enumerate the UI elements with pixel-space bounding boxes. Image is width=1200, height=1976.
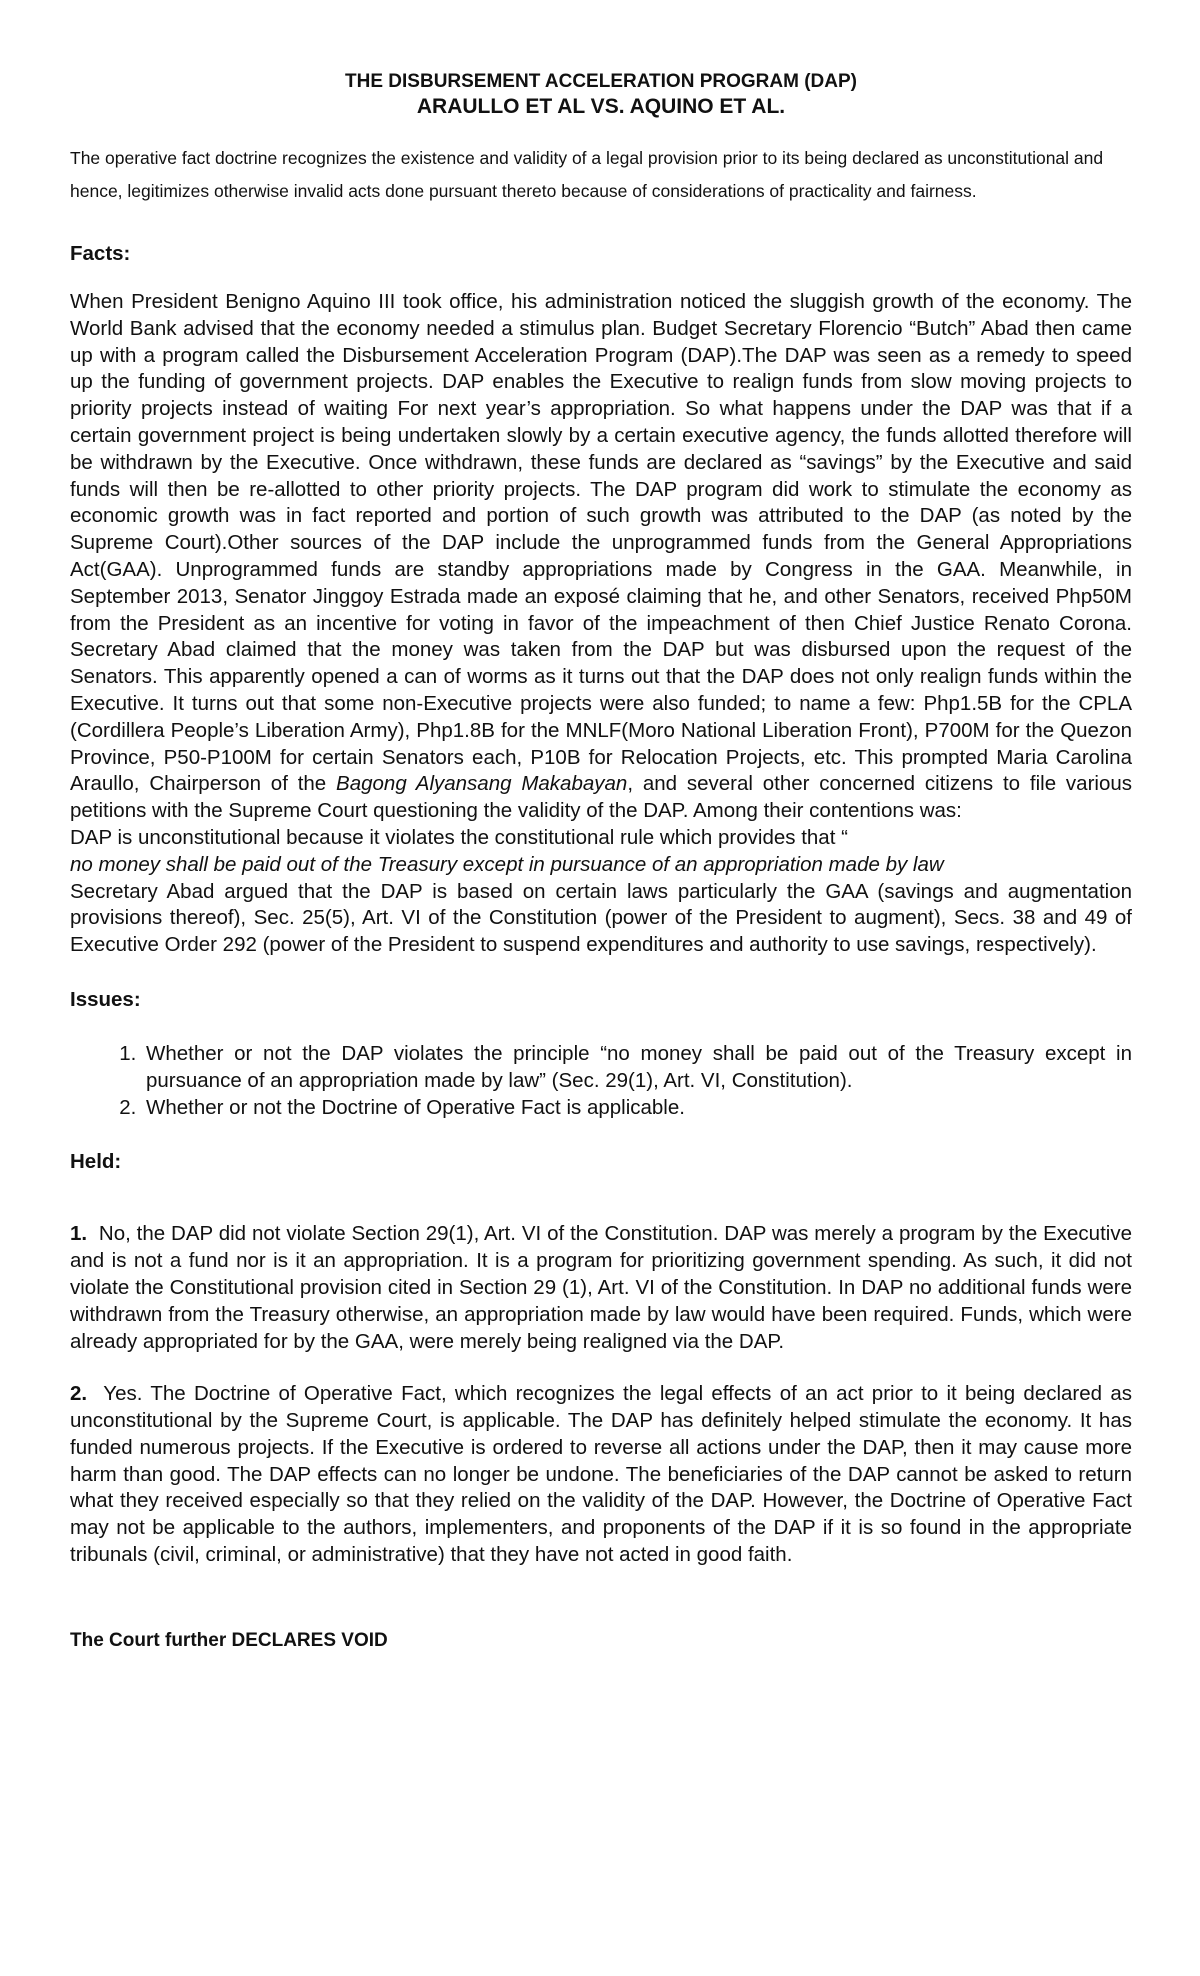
document-page [70,70,1132,1653]
held-number-1: 1. [70,1222,88,1246]
case-title: ARAULLO ET AL VS. AQUINO ET AL. [416,95,786,118]
organization-name: Bagong Alyansang Makabayan [336,772,628,796]
held-heading: Held: [70,1150,122,1174]
facts-heading: Facts: [70,242,131,265]
facts-paragraph [70,289,1132,825]
held-paragraph-1 [70,1221,1132,1355]
issues-list [70,1041,1132,1121]
held-number-2: 2. [70,1382,88,1406]
issues-heading: Issues: [70,987,141,1011]
intro-paragraph: The operative fact doctrine recognizes the existence and validity of a legal provision prior to its being declared as unconstitutional and hence, legitimizes otherwise invalid acts done pursuant thereto because of considerations of practicality and fairness. [70,148,1104,201]
contention-line: DAP is unconstitutional because it violates the constitutional rule which provides that “ [70,825,848,849]
document-title: THE DISBURSEMENT ACCELERATION PROGRAM (DAP) [345,71,857,92]
facts-text-part1: When President Benigno Aquino III took office, his administration noticed the sluggish growth of the economy. The World Bank advised that the economy needed a stimulus plan. Budget Secretary Florencio “Butch” Abad then came up with a program called the Disbursement Acceleration Program (DAP).The DAP was seen as a remedy to speed up the funding of government projects. DAP enables the Executive to realign funds from slow moving projects to priority projects instead of waiting For next year’s appropriation. So what happens under the DAP was that if a certain government project is being undertaken slowly by a certain executive agency, the funds allotted therefore will be withdrawn by the Executive. Once withdrawn, these funds are declared as “savings” by the Executive and said funds will then be re-allotted to other priority projects. The DAP program did work to stimulate the economy as economic growth was in fact reported and portion of such growth was attributed to the DAP (as noted by the Supreme Court).Other sources of the DAP include the unprogrammed funds from the General Appropriations Act(GAA). Unprogrammed funds are standby appropriations made by Congress in the GAA. Meanwhile, in September 2013, Senator Jinggoy Estrada made an exposé claiming that he, and other Senators, received Php50M from the President as an incentive for voting in favor of the impeachment of then Chief Justice Renato Corona. Secretary Abad claimed that the money was taken from the DAP but was disbursed upon the request of the Senators. This apparently opened a can of worms as it turns out that the DAP does not only realign funds within the Executive. It turns out that some non-Executive projects were also funded; to name a few: Php1.5B for the CPLA (Cordillera People’s Liberation Army), Php1.8B for the MNLF(Moro National Liberation Front), P700M for the Quezon Province, P50-P100M for certain Senators each, P10B for Relocation Projects, etc. This prompted Maria Carolina Araullo, Chairperson of the [70,290,1132,796]
facts-body [70,289,1132,959]
constitutional-quote [70,852,1132,879]
held-text-1: No, the DAP did not violate Section 29(1), Art. VI of the Constitution. DAP was merely a program by the Executive and is not a fund nor is it an appropriation. It is a program for prioritizing government spending. As such, it did not violate the Constitutional provision cited in Section 29 (1), Art. VI of the Constitution. In DAP no additional funds were withdrawn from the Treasury otherwise, an appropriation made by law would have been required. Funds, which were already appropriated for by the GAA, were merely being realigned via the DAP. [70,1222,1132,1353]
held-text-2: Yes. The Doctrine of Operative Fact, which recognizes the legal effects of an act prior to it being declared as unconstitutional by the Supreme Court, is applicable. The DAP has definitely helped stimulate the economy. It has funded numerous projects. If the Executive is ordered to reverse all actions under the DAP, then it may cause more harm than good. The DAP effects can no longer be undone. The beneficiaries of the DAP cannot be asked to return what they received especially so that they relied on the validity of the DAP. However, the Doctrine of Operative Fact may not be applicable to the authors, implementers, and proponents of the DAP if it is so found in the appropriate tribunals (civil, criminal, or administrative) that they have not acted in good faith. [70,1382,1132,1567]
abad-argument: Secretary Abad argued that the DAP is based on certain laws particularly the GAA (savings and augmentation provisions thereof), Sec. 25(5), Art. VI of the Constitution (power of the President to augment), Secs. 38 and 49 of Executive Order 292 (power of the President to suspend expenditures and authority to use savings, respectively). [70,879,1132,957]
quote-text: no money shall be paid out of the Treasury except in pursuance of an appropriation made by law [70,852,944,876]
issue-item: 2. Whether or not the Doctrine of Operative Fact is applicable. [142,1095,1132,1122]
facts-text-part2: , and several other concerned citizens to file various petitions with the Supreme Court questioning the validity of the DAP. Among their contentions was: [70,772,1133,823]
issue-item: 1. Whether or not the DAP violates the principle “no money shall be paid out of the Treasury except in pursuance of an appropriation made by law” (Sec. 29(1), Art. VI, Constitution). [142,1041,1132,1095]
held-paragraph-2 [70,1381,1132,1569]
footer-note: The Court further DECLARES VOID [70,1629,388,1651]
